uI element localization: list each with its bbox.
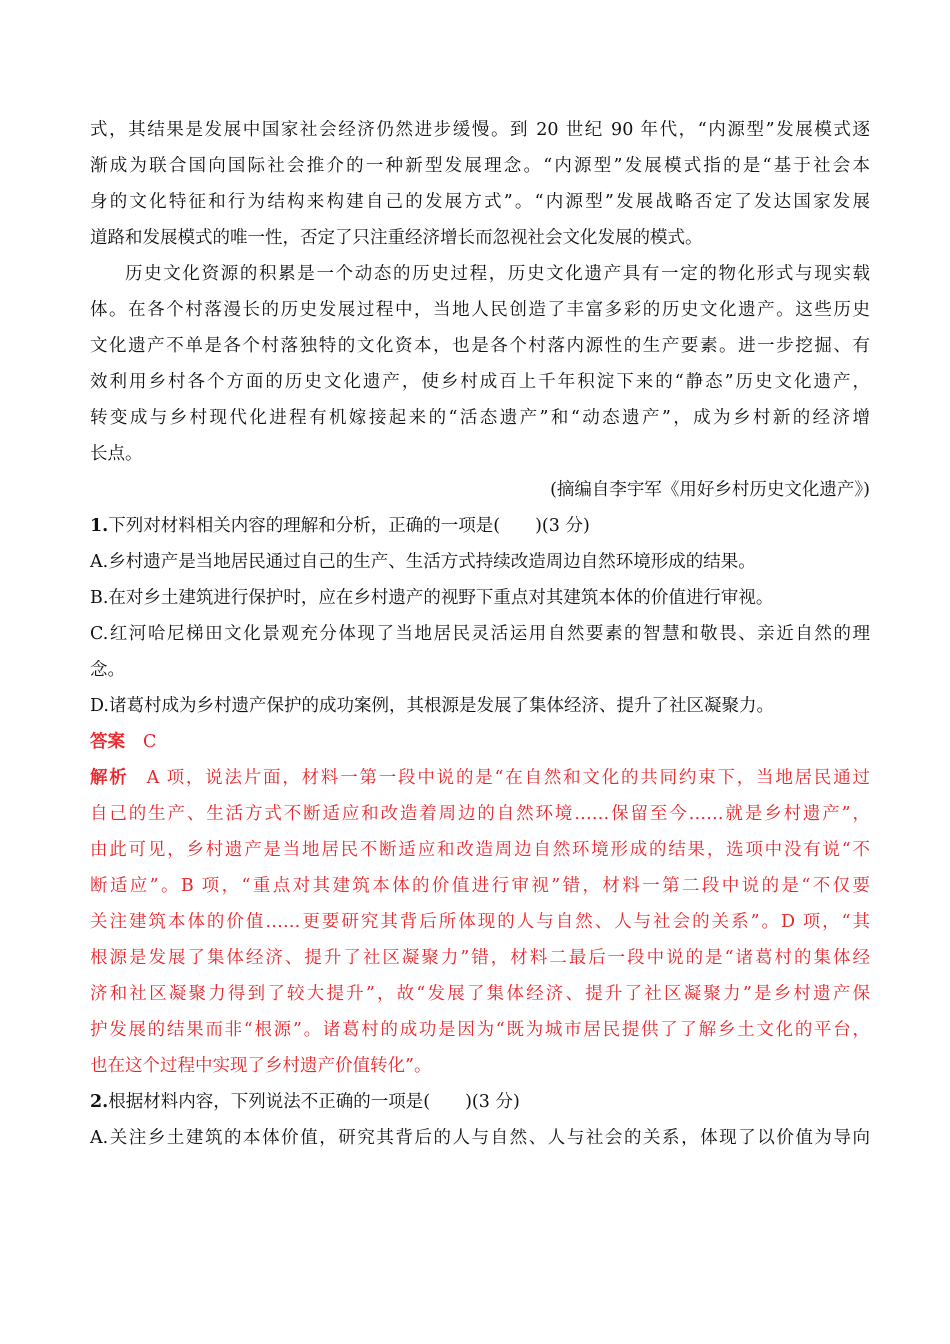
option-a: A.关注乡土建筑的本体价值，研究其背后的人与自然、人与社会的关系，体现了以价值为导向	[90, 1128, 870, 1148]
passage-line: 转变成与乡村现代化进程有机嫁接起来的“活态遗产”和“动态遗产”，成为乡村新的经济增	[90, 408, 870, 428]
passage-line: 道路和发展模式的唯一性，否定了只注重经济增长而忽视社会文化发展的模式。	[90, 228, 703, 248]
passage-line: 效利用乡村各个方面的历史文化遗产，使乡村成百上千年积淀下来的“静态”历史文化遗产，	[90, 372, 870, 392]
question-2-stem	[90, 1090, 870, 1114]
analysis-line: 自己的生产、生活方式不断适应和改造着周边的自然环境……保留至今……就是乡村遗产”，	[90, 804, 870, 824]
option-d: D.诸葛村成为乡村遗产保护的成功案例，其根源是发展了集体经济、提升了社区凝聚力。	[90, 696, 774, 716]
question-text: 下列对材料相关内容的理解和分析，正确的一项是( )(3 分)	[108, 516, 590, 536]
passage-line: 式，其结果是发展中国家社会经济仍然进步缓慢。到 20 世纪 90 年代，“内源型”发展模式逐	[90, 120, 870, 140]
option-c-continued: 念。	[90, 660, 125, 680]
analysis-line: 护发展的结果而非“根源”。诸葛村的成功是因为“既为城市居民提供了了解乡土文化的平台，	[90, 1020, 870, 1040]
analysis-label: 解析	[90, 768, 129, 788]
passage-source: (摘编自李宇军《用好乡村历史文化遗产》)	[550, 480, 870, 500]
question-number: 2.	[90, 1092, 109, 1112]
analysis-line: 也在这个过程中实现了乡村遗产价值转化”。	[90, 1056, 432, 1076]
answer-line	[90, 730, 870, 754]
analysis-line: 济和社区凝聚力得到了较大提升”，故“发展了集体经济、提升了社区凝聚力”是乡村遗产保	[90, 984, 870, 1004]
analysis-line	[90, 766, 870, 790]
option-b: B.在对乡土建筑进行保护时，应在乡村遗产的视野下重点对其建筑本体的价值进行审视。	[90, 588, 774, 608]
passage-line: 渐成为联合国向国际社会推介的一种新型发展理念。“内源型”发展模式指的是“基于社会本	[90, 156, 870, 176]
passage-line: 文化遗产不单是各个村落独特的文化资本，也是各个村落内源性的生产要素。进一步挖掘、有	[90, 336, 870, 356]
answer-value: C	[143, 732, 157, 752]
option-a: A.乡村遗产是当地居民通过自己的生产、生活方式持续改造周边自然环境形成的结果。	[90, 552, 756, 572]
question-1-stem	[90, 514, 870, 538]
analysis-line: 根源是发展了集体经济、提升了社区凝聚力”错，材料二最后一段中说的是“诸葛村的集体经	[90, 948, 870, 968]
passage-line: 身的文化特征和行为结构来构建自己的发展方式”。“内源型”发展战略否定了发达国家发展	[90, 192, 870, 212]
analysis-text: A 项，说法片面，材料一第一段中说的是“在自然和文化的共同约束下，当地居民通过	[146, 768, 871, 788]
analysis-line: 关注建筑本体的价值……更要研究其背后所体现的人与自然、人与社会的关系”。D 项，“其	[90, 912, 870, 932]
analysis-line: 由此可见，乡村遗产是当地居民不断适应和改造周边自然环境形成的结果，选项中没有说“不	[90, 840, 870, 860]
option-c: C.红河哈尼梯田文化景观充分体现了当地居民灵活运用自然要素的智慧和敬畏、亲近自然的理	[90, 624, 870, 644]
passage-line: 长点。	[90, 444, 143, 464]
question-number: 1.	[90, 516, 109, 536]
question-text: 根据材料内容，下列说法不正确的一项是( )(3 分)	[108, 1092, 520, 1112]
passage-line: 体。在各个村落漫长的历史发展过程中，当地人民创造了丰富多彩的历史文化遗产。这些历史	[90, 300, 870, 320]
passage-line: 历史文化资源的积累是一个动态的历史过程，历史文化遗产具有一定的物化形式与现实载	[125, 264, 870, 284]
answer-label: 答案	[90, 732, 125, 752]
analysis-line: 断适应”。B 项，“重点对其建筑本体的价值进行审视”错，材料一第二段中说的是“不仅要	[90, 876, 870, 896]
